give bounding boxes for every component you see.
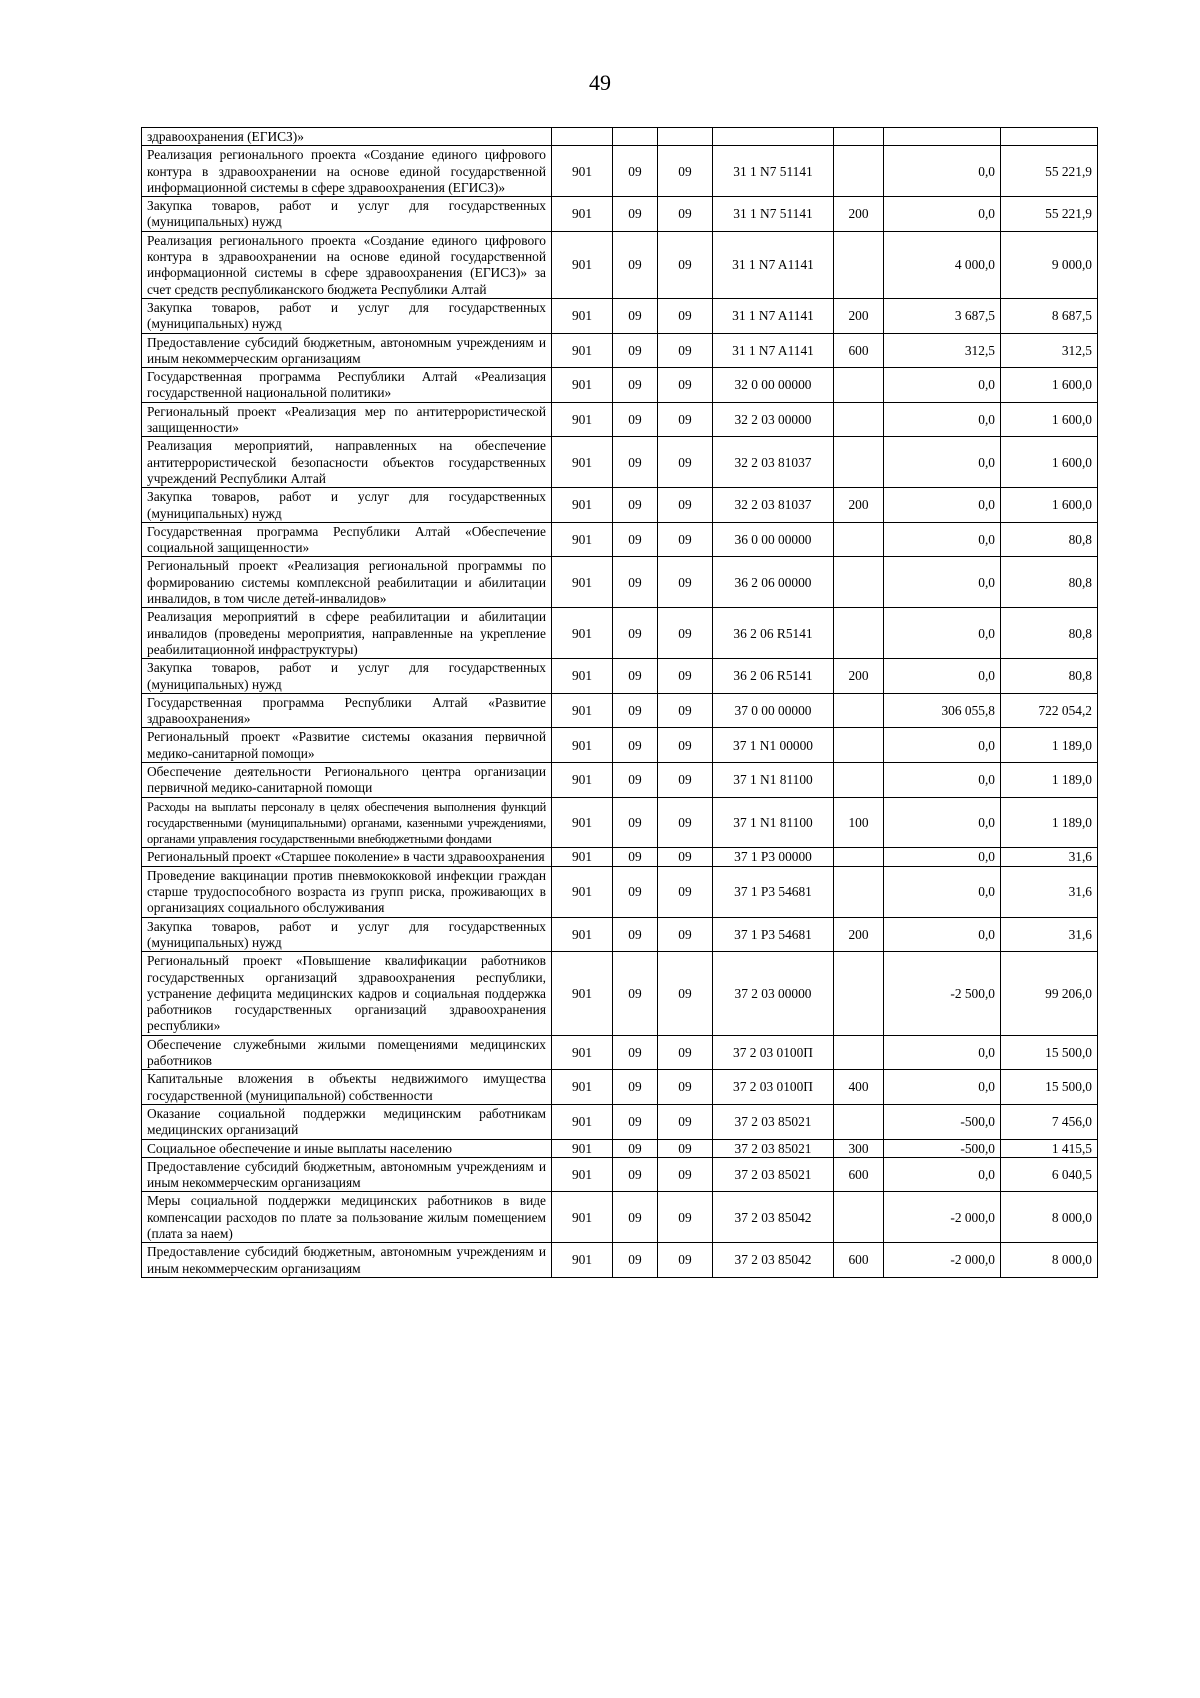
- amount-change-cell: 0,0: [884, 866, 1001, 917]
- amount-change-cell: 0,0: [884, 146, 1001, 197]
- target-item-code-cell: 31 1 N7 A1141: [713, 333, 834, 368]
- section-code-cell: 09: [613, 197, 658, 232]
- amount-change-cell: 0,0: [884, 659, 1001, 694]
- section-code-cell: 09: [613, 608, 658, 659]
- row-name-cell: Проведение вакцинации против пневмококковой инфекции граждан старше трудоспособного возраста из групп риска, проживающих в организациях социального обслуживания: [142, 866, 552, 917]
- ministry-code-cell: 901: [552, 368, 613, 403]
- table-row: [142, 1070, 1098, 1105]
- amount-change-cell: -500,0: [884, 1139, 1001, 1157]
- subsection-code-cell: 09: [658, 522, 713, 557]
- expense-type-code-cell: [834, 693, 884, 728]
- row-name-cell: Обеспечение деятельности Регионального центра организации первичной медико-санитарной помощи: [142, 762, 552, 797]
- amount-total-cell: 9 000,0: [1001, 231, 1098, 298]
- subsection-code-cell: 09: [658, 952, 713, 1035]
- target-item-code-cell: 37 1 N1 81100: [713, 797, 834, 848]
- subsection-code-cell: 09: [658, 1035, 713, 1070]
- ministry-code-cell: 901: [552, 952, 613, 1035]
- ministry-code-cell: 901: [552, 693, 613, 728]
- section-code-cell: 09: [613, 728, 658, 763]
- table-row: [142, 952, 1098, 1035]
- row-name-cell: Реализация мероприятий, направленных на обеспечение антитеррористической безопасности объектов государственных учреждений Республики Алтай: [142, 437, 552, 488]
- row-name-cell: Государственная программа Республики Алтай «Реализация государственной национальной политики»: [142, 368, 552, 403]
- row-name-cell: Реализация мероприятий в сфере реабилитации и абилитации инвалидов (проведены мероприятия, направленные на укрепление реабилитационной инфраструктуры): [142, 608, 552, 659]
- page-number: 49: [589, 70, 611, 95]
- target-item-code-cell: 37 2 03 85021: [713, 1139, 834, 1157]
- ministry-code-cell: 901: [552, 728, 613, 763]
- target-item-code-cell: 37 2 03 85042: [713, 1192, 834, 1243]
- section-code-cell: 09: [613, 368, 658, 403]
- amount-change-cell: -2 000,0: [884, 1192, 1001, 1243]
- target-item-code-cell: 36 2 06 R5141: [713, 608, 834, 659]
- target-item-code-cell: 36 2 06 R5141: [713, 659, 834, 694]
- section-code-cell: 09: [613, 917, 658, 952]
- table-row: [142, 608, 1098, 659]
- row-name-cell: Реализация регионального проекта «Создание единого цифрового контура в здравоохранении на основе единой государственной информационной системы в сфере здравоохранения (ЕГИСЗ)» за счет средств республиканского бюджета Республики Алтай: [142, 231, 552, 298]
- target-item-code-cell: [713, 128, 834, 146]
- row-name-cell: Закупка товаров, работ и услуг для государственных (муниципальных) нужд: [142, 197, 552, 232]
- amount-change-cell: 0,0: [884, 762, 1001, 797]
- expense-type-code-cell: [834, 866, 884, 917]
- subsection-code-cell: 09: [658, 146, 713, 197]
- table-row: [142, 1035, 1098, 1070]
- subsection-code-cell: 09: [658, 298, 713, 333]
- amount-total-cell: 80,8: [1001, 522, 1098, 557]
- section-code-cell: 09: [613, 146, 658, 197]
- amount-total-cell: 80,8: [1001, 557, 1098, 608]
- amount-total-cell: 31,6: [1001, 917, 1098, 952]
- target-item-code-cell: 37 2 03 0100П: [713, 1070, 834, 1105]
- amount-total-cell: 1 189,0: [1001, 762, 1098, 797]
- subsection-code-cell: 09: [658, 797, 713, 848]
- table-row: [142, 1192, 1098, 1243]
- expense-type-code-cell: 200: [834, 197, 884, 232]
- table-row: [142, 557, 1098, 608]
- row-name-cell: Региональный проект «Развитие системы оказания первичной медико-санитарной помощи»: [142, 728, 552, 763]
- section-code-cell: 09: [613, 1192, 658, 1243]
- section-code-cell: 09: [613, 522, 658, 557]
- row-name-cell: Государственная программа Республики Алтай «Развитие здравоохранения»: [142, 693, 552, 728]
- amount-change-cell: 0,0: [884, 797, 1001, 848]
- row-name-cell: Региональный проект «Реализация мер по антитеррористической защищенности»: [142, 402, 552, 437]
- subsection-code-cell: 09: [658, 1243, 713, 1278]
- amount-change-cell: 0,0: [884, 728, 1001, 763]
- section-code-cell: 09: [613, 1035, 658, 1070]
- section-code-cell: 09: [613, 488, 658, 523]
- row-name-cell: Региональный проект «Повышение квалификации работников государственных организаций здравоохранения республики, устранение дефицита медицинских кадров и социальная поддержка работников государственных организаций здравоохранения республики»: [142, 952, 552, 1035]
- row-name-cell: Расходы на выплаты персоналу в целях обеспечения выполнения функций государственными (муниципальными) органами, казенными учреждениями, органами управления государственными внебюджетными фондами: [142, 797, 552, 848]
- table-row: [142, 917, 1098, 952]
- ministry-code-cell: 901: [552, 1104, 613, 1139]
- target-item-code-cell: 37 2 03 00000: [713, 952, 834, 1035]
- expense-type-code-cell: 600: [834, 1243, 884, 1278]
- table-row: [142, 231, 1098, 298]
- target-item-code-cell: 37 1 P3 00000: [713, 848, 834, 866]
- subsection-code-cell: 09: [658, 1139, 713, 1157]
- section-code-cell: 09: [613, 952, 658, 1035]
- amount-change-cell: [884, 128, 1001, 146]
- section-code-cell: 09: [613, 1104, 658, 1139]
- expense-type-code-cell: [834, 1035, 884, 1070]
- amount-change-cell: 3 687,5: [884, 298, 1001, 333]
- section-code-cell: 09: [613, 866, 658, 917]
- table-row: [142, 368, 1098, 403]
- amount-change-cell: 0,0: [884, 488, 1001, 523]
- section-code-cell: 09: [613, 1070, 658, 1105]
- expense-type-code-cell: [834, 952, 884, 1035]
- target-item-code-cell: 37 1 N1 00000: [713, 728, 834, 763]
- amount-total-cell: 7 456,0: [1001, 1104, 1098, 1139]
- row-name-cell: Государственная программа Республики Алтай «Обеспечение социальной защищенности»: [142, 522, 552, 557]
- subsection-code-cell: 09: [658, 437, 713, 488]
- amount-total-cell: 8 000,0: [1001, 1192, 1098, 1243]
- section-code-cell: 09: [613, 1243, 658, 1278]
- row-name-cell: Закупка товаров, работ и услуг для государственных (муниципальных) нужд: [142, 917, 552, 952]
- subsection-code-cell: [658, 128, 713, 146]
- amount-total-cell: 1 189,0: [1001, 797, 1098, 848]
- table-row: [142, 298, 1098, 333]
- expense-type-code-cell: 200: [834, 917, 884, 952]
- section-code-cell: 09: [613, 298, 658, 333]
- section-code-cell: 09: [613, 659, 658, 694]
- amount-change-cell: 0,0: [884, 557, 1001, 608]
- subsection-code-cell: 09: [658, 728, 713, 763]
- subsection-code-cell: 09: [658, 659, 713, 694]
- expense-type-code-cell: [834, 128, 884, 146]
- target-item-code-cell: 37 1 P3 54681: [713, 917, 834, 952]
- amount-change-cell: 0,0: [884, 1035, 1001, 1070]
- table-row: [142, 728, 1098, 763]
- subsection-code-cell: 09: [658, 488, 713, 523]
- ministry-code-cell: 901: [552, 333, 613, 368]
- row-name-cell: Региональный проект «Старшее поколение» в части здравоохранения: [142, 848, 552, 866]
- section-code-cell: [613, 128, 658, 146]
- amount-change-cell: -500,0: [884, 1104, 1001, 1139]
- subsection-code-cell: 09: [658, 197, 713, 232]
- subsection-code-cell: 09: [658, 608, 713, 659]
- subsection-code-cell: 09: [658, 1104, 713, 1139]
- subsection-code-cell: 09: [658, 866, 713, 917]
- table-row: [142, 437, 1098, 488]
- subsection-code-cell: 09: [658, 1070, 713, 1105]
- expense-type-code-cell: 200: [834, 298, 884, 333]
- amount-change-cell: 306 055,8: [884, 693, 1001, 728]
- target-item-code-cell: 31 1 N7 A1141: [713, 231, 834, 298]
- amount-total-cell: [1001, 128, 1098, 146]
- amount-total-cell: 80,8: [1001, 608, 1098, 659]
- ministry-code-cell: 901: [552, 488, 613, 523]
- ministry-code-cell: 901: [552, 146, 613, 197]
- subsection-code-cell: 09: [658, 1192, 713, 1243]
- amount-change-cell: 0,0: [884, 522, 1001, 557]
- expense-type-code-cell: 600: [834, 1157, 884, 1192]
- expense-type-code-cell: [834, 762, 884, 797]
- table-row: [142, 797, 1098, 848]
- expense-type-code-cell: [834, 1104, 884, 1139]
- amount-change-cell: 0,0: [884, 848, 1001, 866]
- row-name-cell: Реализация регионального проекта «Создание единого цифрового контура в здравоохранении на основе единой государственной информационной системы в сфере здравоохранения (ЕГИСЗ)»: [142, 146, 552, 197]
- expense-type-code-cell: 400: [834, 1070, 884, 1105]
- subsection-code-cell: 09: [658, 848, 713, 866]
- ministry-code-cell: 901: [552, 197, 613, 232]
- amount-total-cell: 722 054,2: [1001, 693, 1098, 728]
- subsection-code-cell: 09: [658, 557, 713, 608]
- subsection-code-cell: 09: [658, 333, 713, 368]
- amount-total-cell: 8 000,0: [1001, 1243, 1098, 1278]
- budget-table-body: [142, 128, 1098, 1278]
- subsection-code-cell: 09: [658, 402, 713, 437]
- amount-total-cell: 1 600,0: [1001, 402, 1098, 437]
- amount-total-cell: 6 040,5: [1001, 1157, 1098, 1192]
- table-row: [142, 659, 1098, 694]
- amount-total-cell: 15 500,0: [1001, 1035, 1098, 1070]
- target-item-code-cell: 37 2 03 85042: [713, 1243, 834, 1278]
- table-row: [142, 1157, 1098, 1192]
- table-row: [142, 522, 1098, 557]
- ministry-code-cell: 901: [552, 659, 613, 694]
- table-row: [142, 146, 1098, 197]
- table-row: [142, 128, 1098, 146]
- ministry-code-cell: 901: [552, 402, 613, 437]
- row-name-cell: Меры социальной поддержки медицинских работников в виде компенсации расходов по плате за пользование жилым помещением (плата за наем): [142, 1192, 552, 1243]
- budget-table: [141, 127, 1098, 1278]
- section-code-cell: 09: [613, 848, 658, 866]
- subsection-code-cell: 09: [658, 762, 713, 797]
- table-row: [142, 197, 1098, 232]
- table-row: [142, 333, 1098, 368]
- ministry-code-cell: 901: [552, 298, 613, 333]
- section-code-cell: 09: [613, 231, 658, 298]
- ministry-code-cell: 901: [552, 1243, 613, 1278]
- row-name-cell: Оказание социальной поддержки медицинским работникам медицинских организаций: [142, 1104, 552, 1139]
- ministry-code-cell: 901: [552, 917, 613, 952]
- subsection-code-cell: 09: [658, 1157, 713, 1192]
- ministry-code-cell: 901: [552, 437, 613, 488]
- amount-total-cell: 1 415,5: [1001, 1139, 1098, 1157]
- target-item-code-cell: 36 2 06 00000: [713, 557, 834, 608]
- expense-type-code-cell: [834, 848, 884, 866]
- amount-total-cell: 1 600,0: [1001, 368, 1098, 403]
- section-code-cell: 09: [613, 797, 658, 848]
- expense-type-code-cell: [834, 522, 884, 557]
- target-item-code-cell: 31 1 N7 A1141: [713, 298, 834, 333]
- expense-type-code-cell: [834, 437, 884, 488]
- amount-change-cell: 0,0: [884, 608, 1001, 659]
- row-name-cell: Закупка товаров, работ и услуг для государственных (муниципальных) нужд: [142, 298, 552, 333]
- table-row: [142, 693, 1098, 728]
- amount-total-cell: 80,8: [1001, 659, 1098, 694]
- section-code-cell: 09: [613, 402, 658, 437]
- row-name-cell: Социальное обеспечение и иные выплаты населению: [142, 1139, 552, 1157]
- row-name-cell: Закупка товаров, работ и услуг для государственных (муниципальных) нужд: [142, 488, 552, 523]
- ministry-code-cell: 901: [552, 762, 613, 797]
- row-name-cell: Региональный проект «Реализация региональной программы по формированию системы комплексной реабилитации и абилитации инвалидов, в том числе детей-инвалидов»: [142, 557, 552, 608]
- row-name-cell: Капитальные вложения в объекты недвижимого имущества государственной (муниципальной) собственности: [142, 1070, 552, 1105]
- expense-type-code-cell: 300: [834, 1139, 884, 1157]
- ministry-code-cell: 901: [552, 797, 613, 848]
- row-name-cell: Предоставление субсидий бюджетным, автономным учреждениям и иным некоммерческим организациям: [142, 1157, 552, 1192]
- target-item-code-cell: 37 2 03 85021: [713, 1157, 834, 1192]
- amount-total-cell: 99 206,0: [1001, 952, 1098, 1035]
- target-item-code-cell: 37 2 03 85021: [713, 1104, 834, 1139]
- target-item-code-cell: 37 2 03 0100П: [713, 1035, 834, 1070]
- amount-total-cell: 1 189,0: [1001, 728, 1098, 763]
- subsection-code-cell: 09: [658, 231, 713, 298]
- target-item-code-cell: 32 2 03 81037: [713, 437, 834, 488]
- expense-type-code-cell: 100: [834, 797, 884, 848]
- ministry-code-cell: 901: [552, 1035, 613, 1070]
- amount-change-cell: 4 000,0: [884, 231, 1001, 298]
- target-item-code-cell: 36 0 00 00000: [713, 522, 834, 557]
- expense-type-code-cell: [834, 402, 884, 437]
- table-row: [142, 488, 1098, 523]
- section-code-cell: 09: [613, 1139, 658, 1157]
- ministry-code-cell: 901: [552, 848, 613, 866]
- target-item-code-cell: 37 1 N1 81100: [713, 762, 834, 797]
- amount-total-cell: 55 221,9: [1001, 146, 1098, 197]
- expense-type-code-cell: [834, 146, 884, 197]
- expense-type-code-cell: 200: [834, 488, 884, 523]
- expense-type-code-cell: 600: [834, 333, 884, 368]
- table-row: [142, 1139, 1098, 1157]
- amount-total-cell: 312,5: [1001, 333, 1098, 368]
- row-name-cell: здравоохранения (ЕГИСЗ)»: [142, 128, 552, 146]
- expense-type-code-cell: [834, 1192, 884, 1243]
- amount-change-cell: 0,0: [884, 1157, 1001, 1192]
- expense-type-code-cell: 200: [834, 659, 884, 694]
- table-row: [142, 762, 1098, 797]
- subsection-code-cell: 09: [658, 917, 713, 952]
- target-item-code-cell: 31 1 N7 51141: [713, 197, 834, 232]
- amount-total-cell: 8 687,5: [1001, 298, 1098, 333]
- amount-change-cell: 0,0: [884, 197, 1001, 232]
- ministry-code-cell: 901: [552, 1192, 613, 1243]
- section-code-cell: 09: [613, 762, 658, 797]
- table-row: [142, 866, 1098, 917]
- section-code-cell: 09: [613, 693, 658, 728]
- table-row: [142, 848, 1098, 866]
- amount-total-cell: 55 221,9: [1001, 197, 1098, 232]
- subsection-code-cell: 09: [658, 368, 713, 403]
- ministry-code-cell: 901: [552, 522, 613, 557]
- expense-type-code-cell: [834, 231, 884, 298]
- subsection-code-cell: 09: [658, 693, 713, 728]
- ministry-code-cell: 901: [552, 1157, 613, 1192]
- amount-change-cell: -2 000,0: [884, 1243, 1001, 1278]
- target-item-code-cell: 32 0 00 00000: [713, 368, 834, 403]
- amount-total-cell: 15 500,0: [1001, 1070, 1098, 1105]
- row-name-cell: Обеспечение служебными жилыми помещениями медицинских работников: [142, 1035, 552, 1070]
- expense-type-code-cell: [834, 728, 884, 763]
- row-name-cell: Предоставление субсидий бюджетным, автономным учреждениям и иным некоммерческим организациям: [142, 333, 552, 368]
- amount-change-cell: 312,5: [884, 333, 1001, 368]
- table-row: [142, 1104, 1098, 1139]
- expense-type-code-cell: [834, 608, 884, 659]
- ministry-code-cell: 901: [552, 557, 613, 608]
- amount-change-cell: 0,0: [884, 368, 1001, 403]
- amount-total-cell: 31,6: [1001, 848, 1098, 866]
- table-row: [142, 1243, 1098, 1278]
- amount-change-cell: -2 500,0: [884, 952, 1001, 1035]
- amount-total-cell: 1 600,0: [1001, 488, 1098, 523]
- ministry-code-cell: 901: [552, 231, 613, 298]
- target-item-code-cell: 32 2 03 00000: [713, 402, 834, 437]
- section-code-cell: 09: [613, 333, 658, 368]
- expense-type-code-cell: [834, 557, 884, 608]
- table-row: [142, 402, 1098, 437]
- section-code-cell: 09: [613, 1157, 658, 1192]
- ministry-code-cell: 901: [552, 1070, 613, 1105]
- target-item-code-cell: 32 2 03 81037: [713, 488, 834, 523]
- amount-total-cell: 1 600,0: [1001, 437, 1098, 488]
- amount-total-cell: 31,6: [1001, 866, 1098, 917]
- target-item-code-cell: 37 1 P3 54681: [713, 866, 834, 917]
- row-name-cell: Предоставление субсидий бюджетным, автономным учреждениям и иным некоммерческим организациям: [142, 1243, 552, 1278]
- amount-change-cell: 0,0: [884, 437, 1001, 488]
- target-item-code-cell: 31 1 N7 51141: [713, 146, 834, 197]
- amount-change-cell: 0,0: [884, 402, 1001, 437]
- amount-change-cell: 0,0: [884, 1070, 1001, 1105]
- amount-change-cell: 0,0: [884, 917, 1001, 952]
- ministry-code-cell: [552, 128, 613, 146]
- ministry-code-cell: 901: [552, 608, 613, 659]
- row-name-cell: Закупка товаров, работ и услуг для государственных (муниципальных) нужд: [142, 659, 552, 694]
- section-code-cell: 09: [613, 437, 658, 488]
- ministry-code-cell: 901: [552, 1139, 613, 1157]
- ministry-code-cell: 901: [552, 866, 613, 917]
- section-code-cell: 09: [613, 557, 658, 608]
- expense-type-code-cell: [834, 368, 884, 403]
- target-item-code-cell: 37 0 00 00000: [713, 693, 834, 728]
